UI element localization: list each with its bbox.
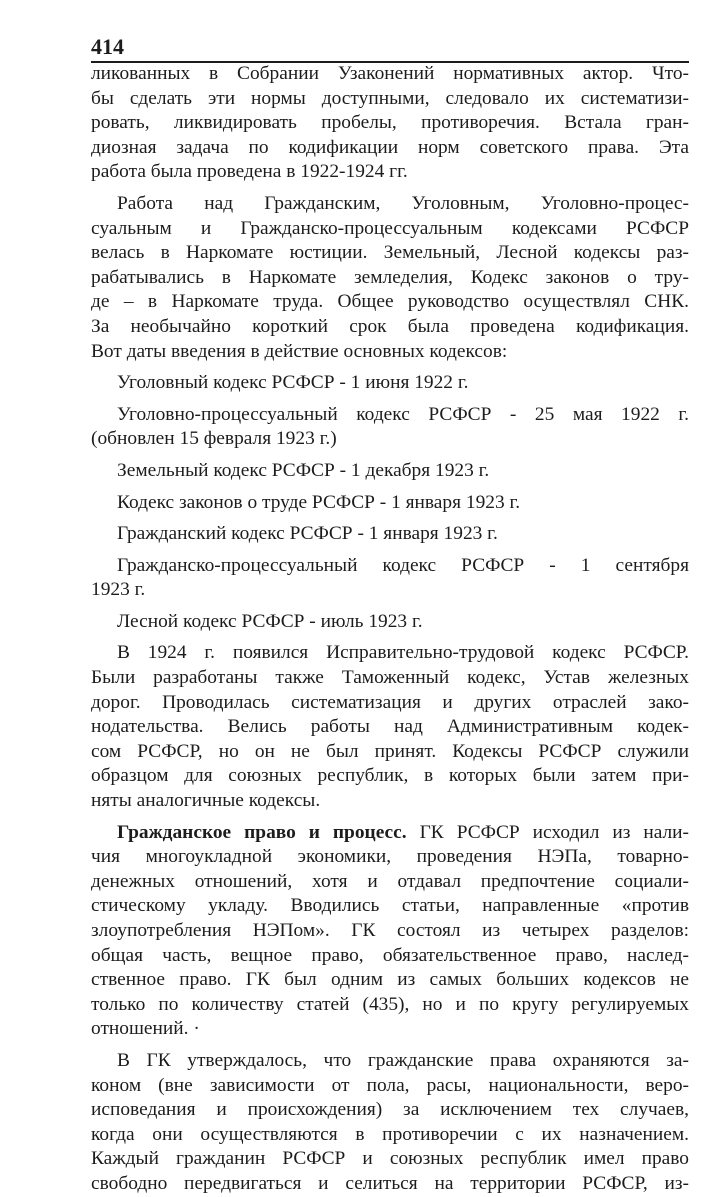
text-line: Были разработаны также Таможенный кодекс, Устав железных bbox=[91, 667, 689, 689]
text-line: няты аналогичные кодексы. bbox=[91, 790, 321, 812]
code-date-line: Уголовно-процессуальный кодекс РСФСР - 25 мая 1922 г. bbox=[117, 403, 689, 425]
text-line: ственное право. ГК был одним из самых больших кодексов не bbox=[91, 969, 689, 991]
paragraph-heading-line bbox=[91, 821, 689, 846]
text-line: только по количеству статей (435), но и по кругу регулируемых bbox=[91, 993, 689, 1015]
text-line: образцом для союзных республик, в которых были затем при- bbox=[91, 765, 689, 787]
text-fragment: ГК РСФСР исходил из нали- bbox=[419, 821, 689, 843]
code-date-line: Уголовный кодекс РСФСР - 1 июня 1922 г. bbox=[117, 372, 469, 394]
page-body bbox=[91, 62, 689, 1197]
text-line: ликованных в Собрании Узаконений нормативных актор. Что- bbox=[91, 63, 689, 84]
text-line: де – в Наркомате труда. Общее руководство осуществлял СНК. bbox=[91, 291, 689, 313]
text-line: общая часть, вещное право, обязательственное право, наслед- bbox=[91, 944, 689, 966]
text-line: отношений. · bbox=[91, 1018, 200, 1040]
text-line: денежных отношений, хотя и отдавал предпочтение социали- bbox=[91, 870, 689, 892]
text-line: Работа над Гражданским, Уголовным, Уголовно-процес- bbox=[117, 192, 689, 214]
text-line: бы сделать эти нормы доступными, следовало их систематизи- bbox=[91, 87, 689, 109]
text-line: диозная задача по кодификации норм советского права. Эта bbox=[91, 136, 689, 158]
text-line: 1923 г. bbox=[91, 579, 146, 601]
text-line: (обновлен 15 февраля 1923 г.) bbox=[91, 428, 337, 450]
text-line: стическому укладу. Вводились статьи, направленные «против bbox=[91, 895, 689, 917]
page-header bbox=[91, 34, 689, 63]
text-line: велась в Наркомате юстиции. Земельный, Лесной кодексы раз- bbox=[91, 242, 689, 264]
text-line: работа была проведена в 1922-1924 гг. bbox=[91, 161, 408, 183]
text-line: ровать, ликвидировать пробелы, противоречия. Встала гран- bbox=[91, 112, 689, 134]
code-date-line: Гражданско-процессуальный кодекс РСФСР - 1 сентября bbox=[117, 554, 689, 576]
code-date-line: Лесной кодекс РСФСР - июль 1923 г. bbox=[117, 610, 423, 632]
text-line: Каждый гражданин РСФСР и союзных республик имел право bbox=[91, 1148, 689, 1170]
text-line: Вот даты введения в действие основных кодексов: bbox=[91, 340, 508, 362]
section-heading: Гражданское право и процесс. bbox=[117, 821, 407, 843]
text-line: когда они осуществляются в противоречии с их назначением. bbox=[91, 1123, 689, 1145]
text-line: исповедания и происхождения) за исключением тех случаев, bbox=[91, 1099, 689, 1121]
code-date-line: Гражданский кодекс РСФСР - 1 января 1923 г. bbox=[117, 523, 498, 545]
text-line: коном (вне зависимости от пола, расы, национальности, веро- bbox=[91, 1074, 689, 1096]
text-line: рабатывались в Наркомате земледелия, Кодекс законов о тру- bbox=[91, 266, 689, 288]
code-date-line: Земельный кодекс РСФСР - 1 декабря 1923 г. bbox=[117, 459, 490, 481]
text-line: свободно передвигаться и селиться на территории РСФСР, из- bbox=[91, 1172, 689, 1194]
text-line: злоупотребления НЭПом». ГК состоял из четырех разделов: bbox=[91, 920, 689, 941]
text-line: чия многоукладной экономики, проведения НЭПа, товарно- bbox=[91, 846, 689, 868]
code-date-line: Кодекс законов о труде РСФСР - 1 января 1923 г. bbox=[117, 491, 521, 513]
text-line: нодательства. Велись работы над Административным кодек- bbox=[91, 716, 689, 738]
text-line: дорог. Проводилась систематизация и других отраслей зако- bbox=[91, 691, 689, 713]
text-line: В 1924 г. появился Исправительно-трудовой кодекс РСФСР. bbox=[117, 642, 689, 664]
text-line: суальным и Гражданско-процессуальным кодексами РСФСР bbox=[91, 217, 689, 239]
text-line: В ГК утверждалось, что гражданские права охраняются за- bbox=[117, 1049, 689, 1071]
text-line: сом РСФСР, но он не был принят. Кодексы РСФСР служили bbox=[91, 740, 689, 762]
text-line: За необычайно короткий срок была проведена кодификация. bbox=[91, 315, 689, 337]
page-number: 414 bbox=[91, 34, 124, 59]
